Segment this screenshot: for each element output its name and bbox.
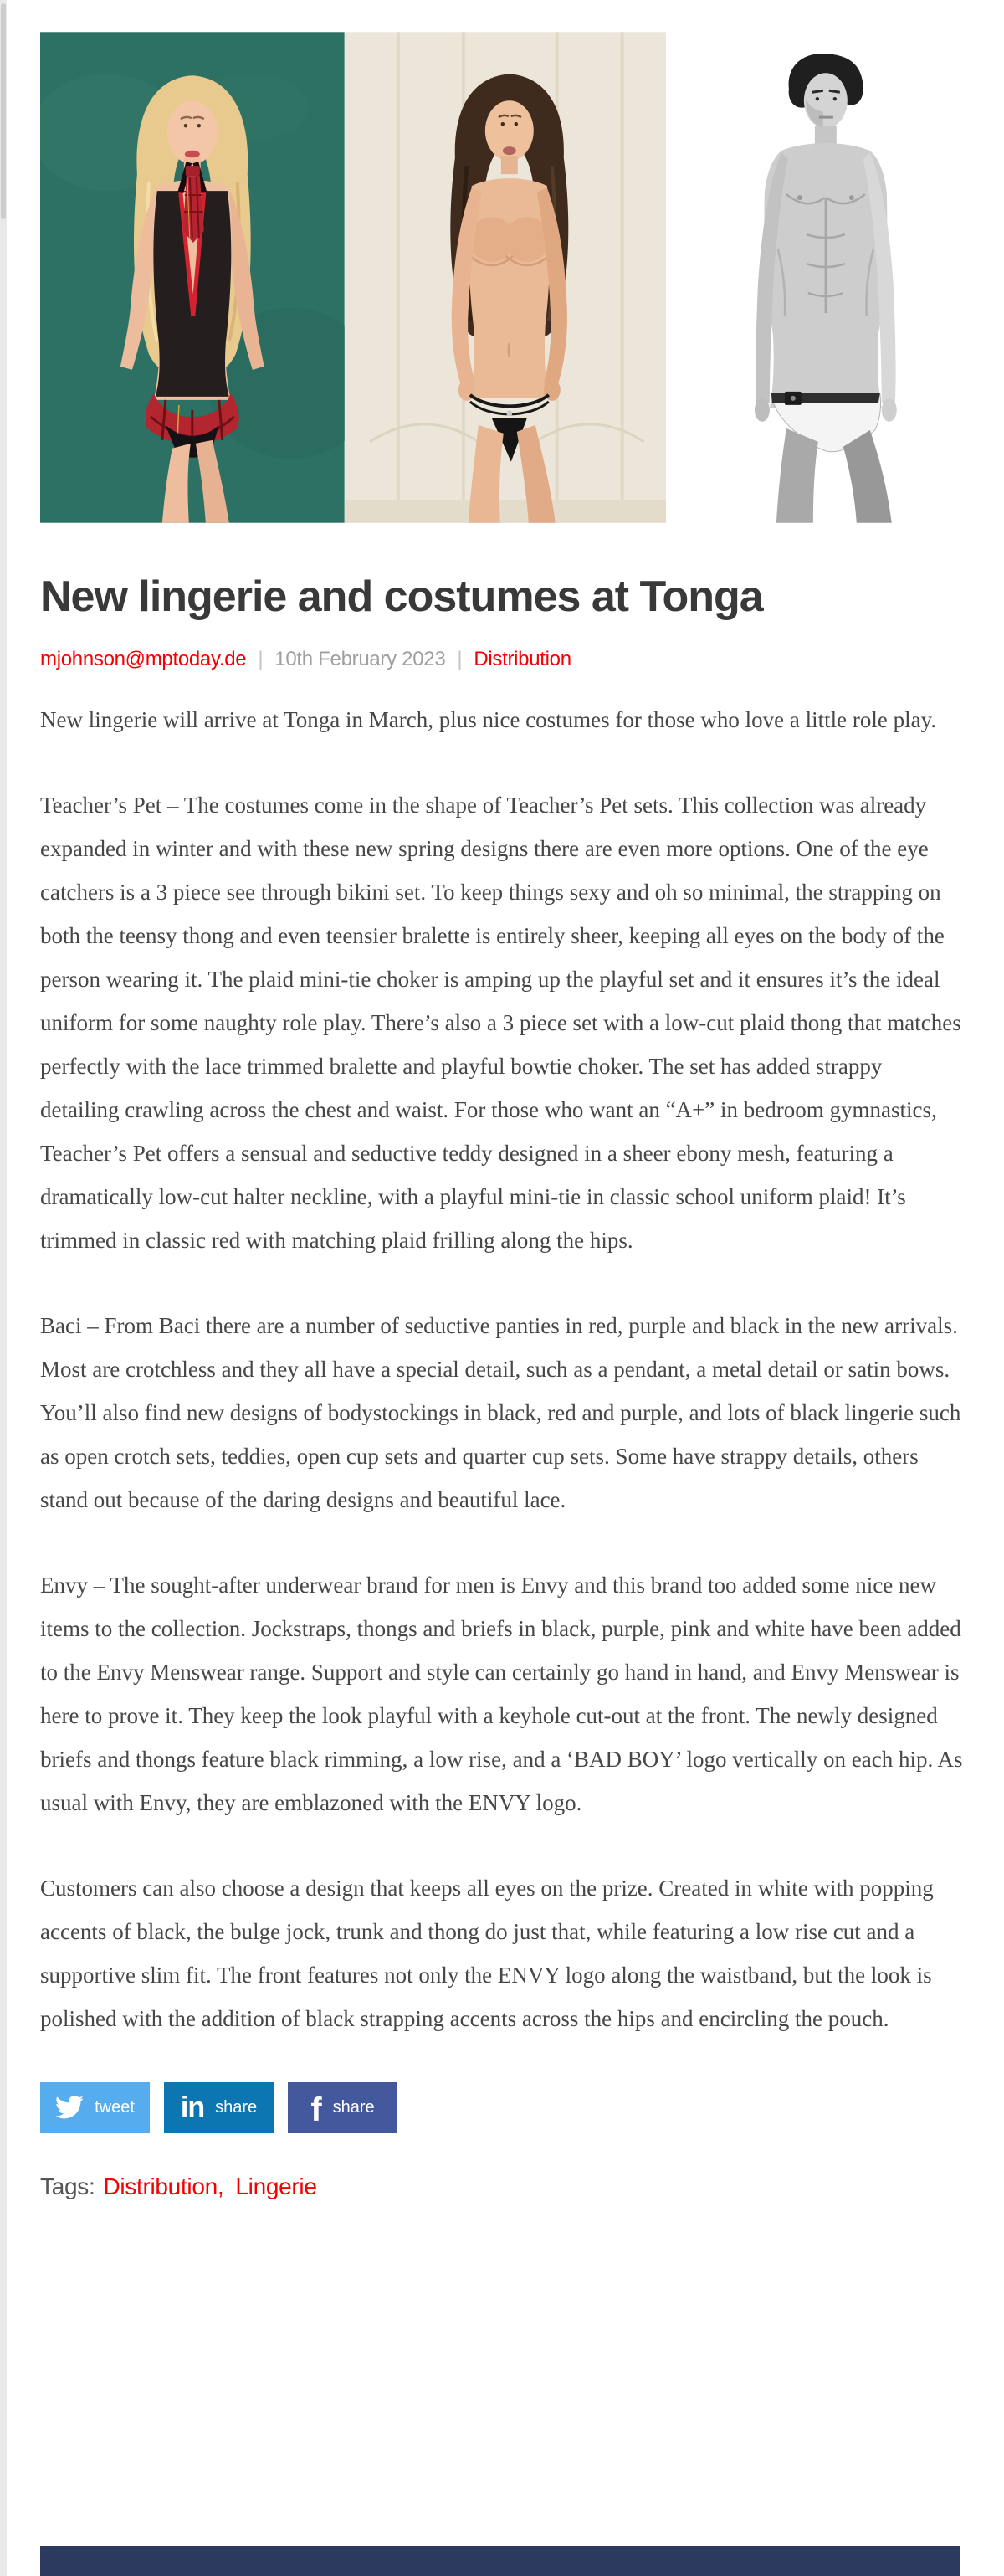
twitter-bird-icon	[55, 2096, 84, 2119]
footer-bar	[40, 2546, 960, 2576]
article-paragraph: Envy – The sought-after underwear brand for men is Envy and this brand too added some nice new items to the collection. Jockstraps, thongs and briefs in black, purple, pink and white have been added to the Envy Menswear range. Support and style can certainly go hand in hand, and Envy Menswear is here to prove it. They keep the look playful with a keyhole cut-out at the front. The newly designed briefs and thongs feature black rimming, a low rise, and a ‘BAD BOY’ logo vertically on each hip. As usual with Envy, they are emblazoned with the ENVY logo.	[40, 1572, 963, 1815]
tweet-button-label: tweet	[95, 2097, 135, 2117]
article-meta	[40, 648, 964, 671]
hero-image-envy-menswear	[688, 32, 964, 523]
linkedin-share-button[interactable]	[164, 2082, 274, 2133]
tag-link-lingerie[interactable]: Lingerie	[235, 2173, 317, 2199]
hero-image-baci-gstring	[345, 32, 667, 523]
author-email-link[interactable]: mjohnson@mptoday.de	[40, 647, 247, 670]
linkedin-icon: in	[180, 2091, 205, 2124]
publish-date: 10th February 2023	[274, 647, 446, 670]
hero-image-teachers-pet	[40, 32, 345, 523]
tags-label: Tags:	[40, 2173, 95, 2199]
tag-separator: ,	[217, 2173, 224, 2199]
facebook-button-label: share	[332, 2097, 375, 2117]
article-paragraph: New lingerie will arrive at Tonga in March, plus nice costumes for those who love a little role play.	[40, 706, 937, 732]
facebook-icon: f	[310, 2091, 322, 2129]
tweet-button[interactable]	[40, 2082, 150, 2133]
article-body	[40, 698, 964, 2040]
social-share-row	[40, 2082, 964, 2133]
meta-separator: |	[457, 647, 463, 670]
article-paragraph: Customers can also choose a design that keeps all eyes on the prize. Created in white with popping accents of black, the bulge jock, trunk and thong do just that, while featuring a low rise cut and a supportive slim fit. The front features not only the ENVY logo along the waistband, but the look is polished with the addition of black strapping accents across the hips and encircling the pouch.	[40, 1875, 934, 2031]
page-title: New lingerie and costumes at Tonga	[40, 572, 763, 621]
category-link[interactable]: Distribution	[474, 647, 571, 670]
facebook-share-button[interactable]	[288, 2082, 397, 2133]
article-paragraph: Teacher’s Pet – The costumes come in the shape of Teacher’s Pet sets. This collection was already expanded in winter and with these new spring designs there are even more options. One of the eye catchers is a 3 piece see through bikini set. To keep things sexy and oh so minimal, the strapping on both the teensy thong and even teensier bralette is entirely sheer, keeping all eyes on the body of the person wearing it. The plaid mini-tie choker is amping up the playful set and it ensures it’s the ideal uniform for some naughty role play. There’s also a 3 piece set with a low-cut plaid thong that matches perfectly with the lace trimmed bralette and playful bowtie choker. The set has added strappy detailing crawling across the chest and waist. For those who want an “A+” in bedroom gymnastics, Teacher’s Pet offers a sensual and seductive teddy designed in a sheer ebony mesh, featuring a dramatically low-cut halter neckline, with a playful mini-tie in classic school uniform plaid! It’s trimmed in classic red with matching plaid frilling along the hips.	[40, 792, 961, 1253]
article-page	[40, 0, 964, 2203]
meta-separator: |	[258, 647, 264, 670]
hero-image-row	[40, 0, 964, 523]
tag-link-distribution[interactable]: Distribution	[103, 2173, 218, 2199]
article-paragraph: Baci – From Baci there are a number of seductive panties in red, purple and black in the new arrivals. Most are crotchless and they all have a special detail, such as a pendant, a metal detail or satin bows. You’ll also find new designs of bodystockings in black, red and purple, and lots of black lingerie such as open crotch sets, teddies, open cup sets and quarter cup sets. Some have strappy details, others stand out because of the daring designs and beautiful lace.	[40, 1312, 961, 1512]
tags-row	[40, 2171, 964, 2203]
left-scrollbar-track[interactable]	[0, 0, 7, 2576]
linkedin-button-label: share	[215, 2097, 258, 2117]
left-scrollbar-thumb[interactable]	[1, 3, 6, 219]
